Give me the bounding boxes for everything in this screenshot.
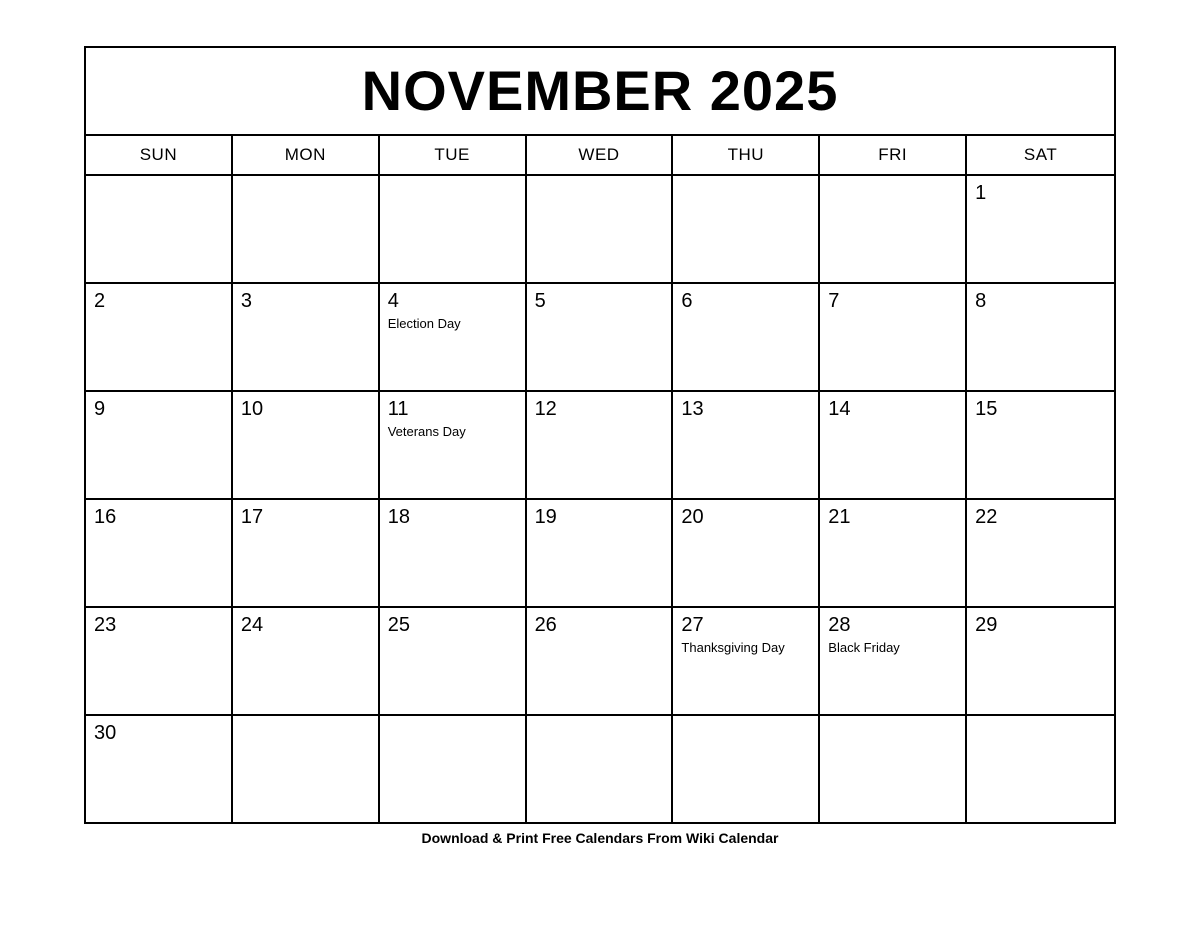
day-event: Veterans Day [387,424,466,439]
weekday-header-wed: WED [527,136,674,174]
day-cell[interactable] [820,716,967,822]
calendar-week-row [86,608,1114,716]
day-number: 20 [681,506,704,528]
day-number: 12 [534,398,557,420]
day-cell[interactable] [233,176,380,282]
day-number: 14 [828,398,851,420]
day-number: 3 [240,290,252,312]
day-cell[interactable] [380,716,527,822]
day-number: 1 [975,182,987,204]
calendar-week-row [86,284,1114,392]
day-number: 4 [387,290,399,312]
day-number: 30 [94,722,117,744]
day-cell[interactable] [820,608,967,714]
day-number: 10 [240,398,264,420]
day-number: 18 [387,506,410,528]
day-cell[interactable] [86,284,233,390]
day-event: Black Friday [828,640,900,655]
day-cell[interactable] [380,608,527,714]
day-cell[interactable] [233,392,380,498]
calendar-title [86,48,1114,136]
calendar-week-row [86,716,1114,822]
day-cell[interactable] [380,500,527,606]
calendar-week-row [86,500,1114,608]
calendar-week-row [86,392,1114,500]
day-number: 29 [975,614,998,636]
day-number: 11 [387,398,409,420]
day-number: 6 [681,290,693,312]
calendar-container [84,46,1116,824]
footer-brand-link[interactable]: Wiki Calendar [686,830,779,846]
day-number: 17 [240,506,264,528]
day-number: 25 [387,614,410,636]
day-cell[interactable] [967,176,1114,282]
day-cell[interactable] [820,176,967,282]
day-number: 24 [240,614,264,636]
day-cell[interactable] [86,176,233,282]
day-cell[interactable] [527,608,674,714]
day-cell[interactable] [380,176,527,282]
day-cell[interactable] [820,392,967,498]
day-cell[interactable] [673,608,820,714]
weekday-header-tue: TUE [380,136,527,174]
calendar-week-row [86,176,1114,284]
footer-lead-text: Download & Print Free Calendars From [421,830,687,846]
day-number: 15 [975,398,998,420]
day-cell[interactable] [233,500,380,606]
day-cell[interactable] [86,608,233,714]
day-cell[interactable] [967,284,1114,390]
day-cell[interactable] [820,284,967,390]
weekday-header-row [86,136,1114,176]
day-cell[interactable] [673,500,820,606]
day-cell[interactable] [673,392,820,498]
day-cell[interactable] [820,500,967,606]
day-cell[interactable] [86,500,233,606]
day-cell[interactable] [527,500,674,606]
weekday-header-fri: FRI [820,136,967,174]
day-number: 9 [94,398,106,420]
day-number: 23 [94,614,117,636]
weekday-header-mon: MON [233,136,380,174]
weekday-header-thu: THU [673,136,820,174]
weekday-header-sun: SUN [86,136,233,174]
day-event: Election Day [387,316,461,331]
day-cell[interactable] [967,608,1114,714]
day-cell[interactable] [233,284,380,390]
day-cell[interactable] [967,392,1114,498]
day-cell[interactable] [527,176,674,282]
day-cell[interactable] [380,284,527,390]
day-number: 22 [975,506,998,528]
day-cell[interactable] [233,608,380,714]
day-number: 7 [828,290,840,312]
day-number: 28 [828,614,851,636]
calendar-weeks [86,176,1114,822]
day-event: Thanksgiving Day [681,640,785,655]
day-number: 8 [975,290,987,312]
day-cell[interactable] [673,176,820,282]
day-cell[interactable] [527,716,674,822]
day-number: 27 [681,614,704,636]
day-cell[interactable] [86,392,233,498]
day-cell[interactable] [233,716,380,822]
day-number: 16 [94,506,117,528]
day-number: 5 [534,290,546,312]
day-cell[interactable] [967,500,1114,606]
day-number: 21 [828,506,851,528]
day-cell[interactable] [673,716,820,822]
day-number: 19 [534,506,557,528]
day-cell[interactable] [967,716,1114,822]
day-cell[interactable] [527,392,674,498]
day-number: 26 [534,614,557,636]
footer-credit [0,830,1200,846]
day-cell[interactable] [86,716,233,822]
month-year-label: NOVEMBER 2025 [361,59,839,122]
day-number: 2 [94,290,106,312]
weekday-header-sat: SAT [1023,145,1058,164]
day-cell[interactable] [673,284,820,390]
day-cell[interactable] [527,284,674,390]
day-cell[interactable] [380,392,527,498]
day-number: 13 [681,398,704,420]
